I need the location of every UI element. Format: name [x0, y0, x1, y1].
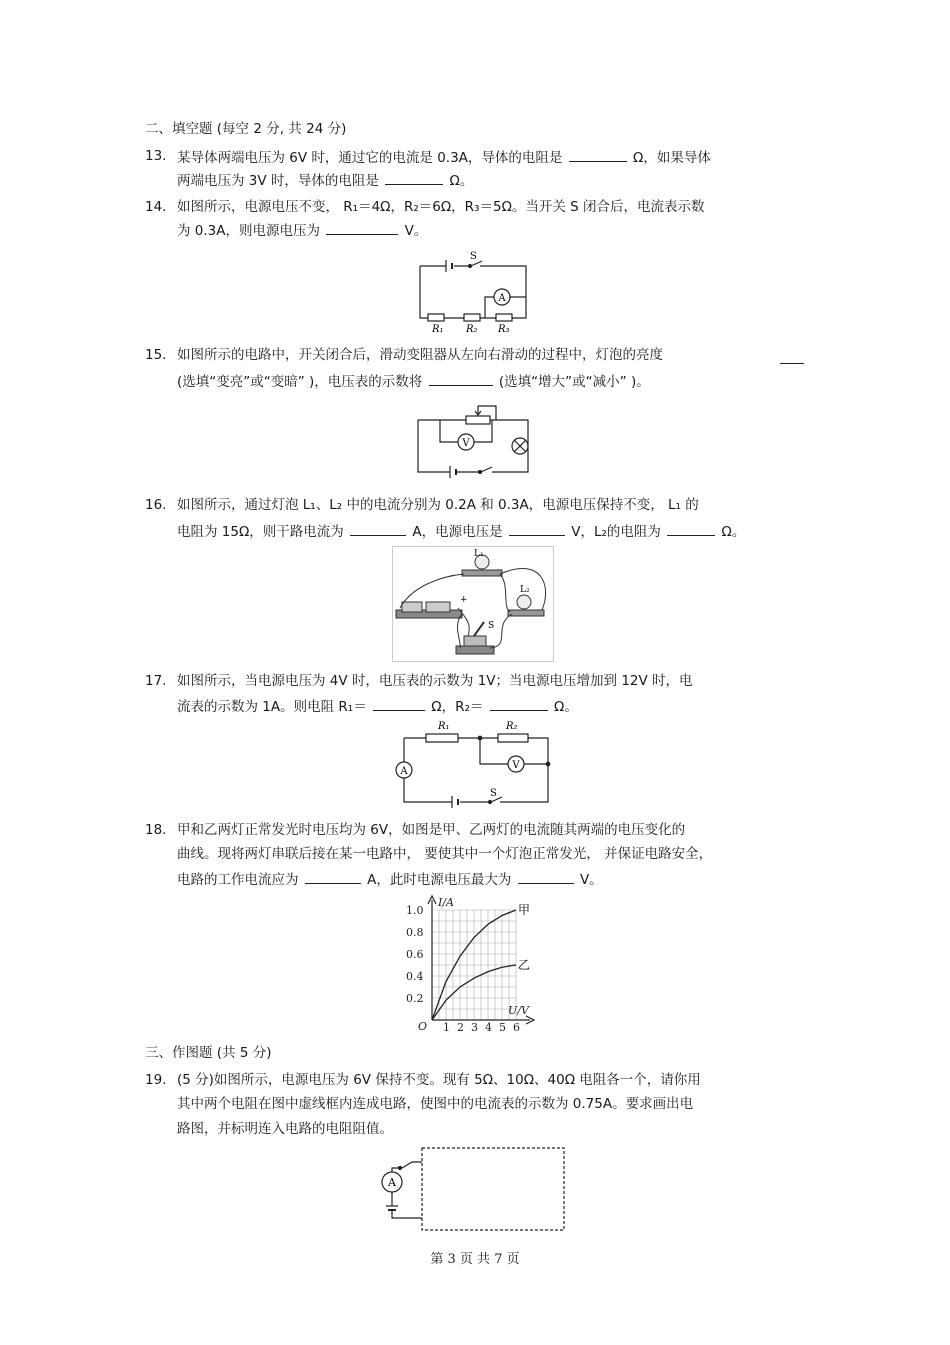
q17-text: Ω，R₂＝ [431, 699, 484, 715]
lamp-label: L₂ [520, 585, 530, 595]
q19-line2: 其中两个电阻在图中虚线框内连成电路，使图中的电流表的示数为 0.75A。要求画出电 [177, 1096, 694, 1112]
x-tick-label: 4 [485, 1021, 492, 1034]
origin-label: O [418, 1020, 428, 1033]
q15-text: (选填“增大”或“减小” )。 [498, 374, 650, 390]
question-number: 13. [145, 148, 167, 164]
q13-text: Ω，如果导体 [633, 150, 711, 166]
question-number: 19. [145, 1072, 167, 1088]
ammeter-label: A [498, 293, 506, 304]
q19-circuit-diagram [378, 1146, 568, 1234]
q18-line1: 甲和乙两灯正常发光时电压均为 6V，如图是甲、乙两灯的电流随其两端的电压变化的 [177, 822, 686, 838]
y-axis-label: I/A [438, 896, 454, 909]
q16-line2 [177, 521, 745, 541]
section-heading-fill: 二、填空题 (每空 2 分, 共 24 分) [145, 121, 347, 137]
q18-text: A，此时电源电压最大为 [367, 872, 512, 888]
x-axis-label: U/V [508, 1004, 529, 1017]
page-footer: 第 3 页 共 7 页 [430, 1252, 520, 1267]
switch-label: S [470, 251, 477, 262]
question-number: 17. [145, 673, 167, 689]
series-label: 甲 [518, 903, 531, 917]
ammeter-label: A [400, 766, 408, 777]
answer-blank[interactable] [490, 696, 548, 711]
q16-circuit-picture [392, 546, 554, 662]
x-tick-label: 3 [471, 1021, 478, 1034]
q13-text: Ω。 [449, 173, 474, 189]
switch-label: S [490, 788, 497, 799]
q15-text: (选填“变亮”或“变暗” )，电压表的示数将 [177, 374, 423, 390]
lamp-label: L₁ [474, 549, 484, 559]
iu-chart [404, 894, 536, 1034]
resistor-label: R₃ [498, 324, 510, 335]
q17-text: Ω。 [554, 699, 578, 715]
x-tick-label: 1 [443, 1021, 450, 1034]
battery-plus-label: + [460, 595, 468, 605]
series-label: 乙 [518, 958, 531, 972]
q16-text: 电阻为 15Ω，则干路电流为 [177, 524, 344, 540]
question-number: 18. [145, 822, 167, 838]
q15-circuit-diagram [416, 402, 532, 482]
resistor-label: R₁ [438, 721, 450, 732]
q13-line2 [177, 170, 473, 190]
answer-blank[interactable] [518, 869, 574, 884]
answer-blank[interactable] [780, 349, 804, 364]
q17-circuit-diagram [394, 716, 554, 810]
y-tick-label: 0.6 [406, 948, 424, 961]
x-tick-label: 5 [499, 1021, 506, 1034]
voltmeter-label: V [512, 760, 520, 771]
resistor-label: R₂ [506, 721, 518, 732]
answer-blank[interactable] [509, 521, 565, 536]
q18-line3 [177, 869, 603, 889]
y-tick-label: 1.0 [406, 904, 424, 917]
q15-line1 [177, 346, 663, 364]
q14-text: 为 0.3A，则电源电压为 [177, 223, 320, 239]
answer-blank[interactable] [350, 521, 406, 536]
y-tick-label: 0.2 [406, 992, 424, 1005]
q17-line1: 如图所示，当电源电压为 4V 时，电压表的示数为 1V；当电源电压增加到 12V 时，电 [177, 673, 693, 689]
q16-line1: 如图所示，通过灯泡 L₁、L₂ 中的电流分别为 0.2A 和 0.3A，电源电压保持不变， L₁ 的 [177, 497, 699, 513]
y-tick-label: 0.4 [406, 970, 424, 983]
q18-text: V。 [579, 872, 603, 888]
q19-line1: (5 分)如图所示，电源电压为 6V 保持不变。现有 5Ω、10Ω、40Ω 电阻各一个，请你用 [177, 1072, 701, 1088]
question-number: 15. [145, 347, 167, 363]
x-tick-label: 2 [457, 1021, 464, 1034]
q18-text: 电路的工作电流应为 [177, 872, 299, 888]
q14-line2 [177, 220, 427, 240]
q19-line3: 路图，并标明连入电路的电阻阻值。 [177, 1121, 393, 1137]
q15-line2 [177, 371, 650, 391]
section-heading-draw: 三、作图题 (共 5 分) [145, 1045, 272, 1061]
answer-blank[interactable] [305, 869, 361, 884]
q14-line1: 如图所示，电源电压不变， R₁＝4Ω，R₂＝6Ω，R₃＝5Ω。当开关 S 闭合后，电流表示数 [177, 199, 705, 215]
q17-line2 [177, 696, 578, 716]
question-number: 14. [145, 199, 167, 215]
answer-blank[interactable] [373, 696, 425, 711]
q16-text: A，电源电压是 [412, 524, 503, 540]
resistor-label: R₁ [432, 324, 444, 335]
ammeter-label: A [388, 1176, 396, 1189]
switch-label: S [488, 621, 495, 631]
q13-text: 两端电压为 3V 时，导体的电阻是 [177, 173, 379, 189]
q16-text: Ω。 [721, 524, 746, 540]
q13-line1 [177, 147, 711, 167]
q14-circuit-diagram [418, 250, 530, 336]
answer-blank[interactable] [385, 170, 443, 185]
question-number: 16. [145, 497, 167, 513]
q14-text: V。 [404, 223, 428, 239]
answer-blank[interactable] [429, 371, 493, 386]
q13-text: 某导体两端电压为 6V 时，通过它的电流是 0.3A，导体的电阻是 [177, 150, 563, 166]
iu-graph [404, 894, 536, 1034]
answer-blank[interactable] [667, 521, 715, 536]
q18-line2: 曲线。现将两灯串联后接在某一电路中， 要使其中一个灯泡正常发光， 并保证电路安全， [177, 846, 713, 862]
q15-text: 如图所示的电路中，开关闭合后，滑动变阻器从左向右滑动的过程中，灯泡的亮度 [177, 347, 663, 363]
q17-text: 流表的示数为 1A。则电阻 R₁＝ [177, 699, 367, 715]
y-tick-label: 0.8 [406, 926, 424, 939]
q16-text: V，L₂的电阻为 [571, 524, 661, 540]
answer-blank[interactable] [569, 147, 627, 162]
resistor-label: R₂ [466, 324, 478, 335]
answer-blank[interactable] [326, 220, 398, 235]
voltmeter-label: V [462, 438, 470, 449]
x-tick-label: 6 [513, 1021, 520, 1034]
